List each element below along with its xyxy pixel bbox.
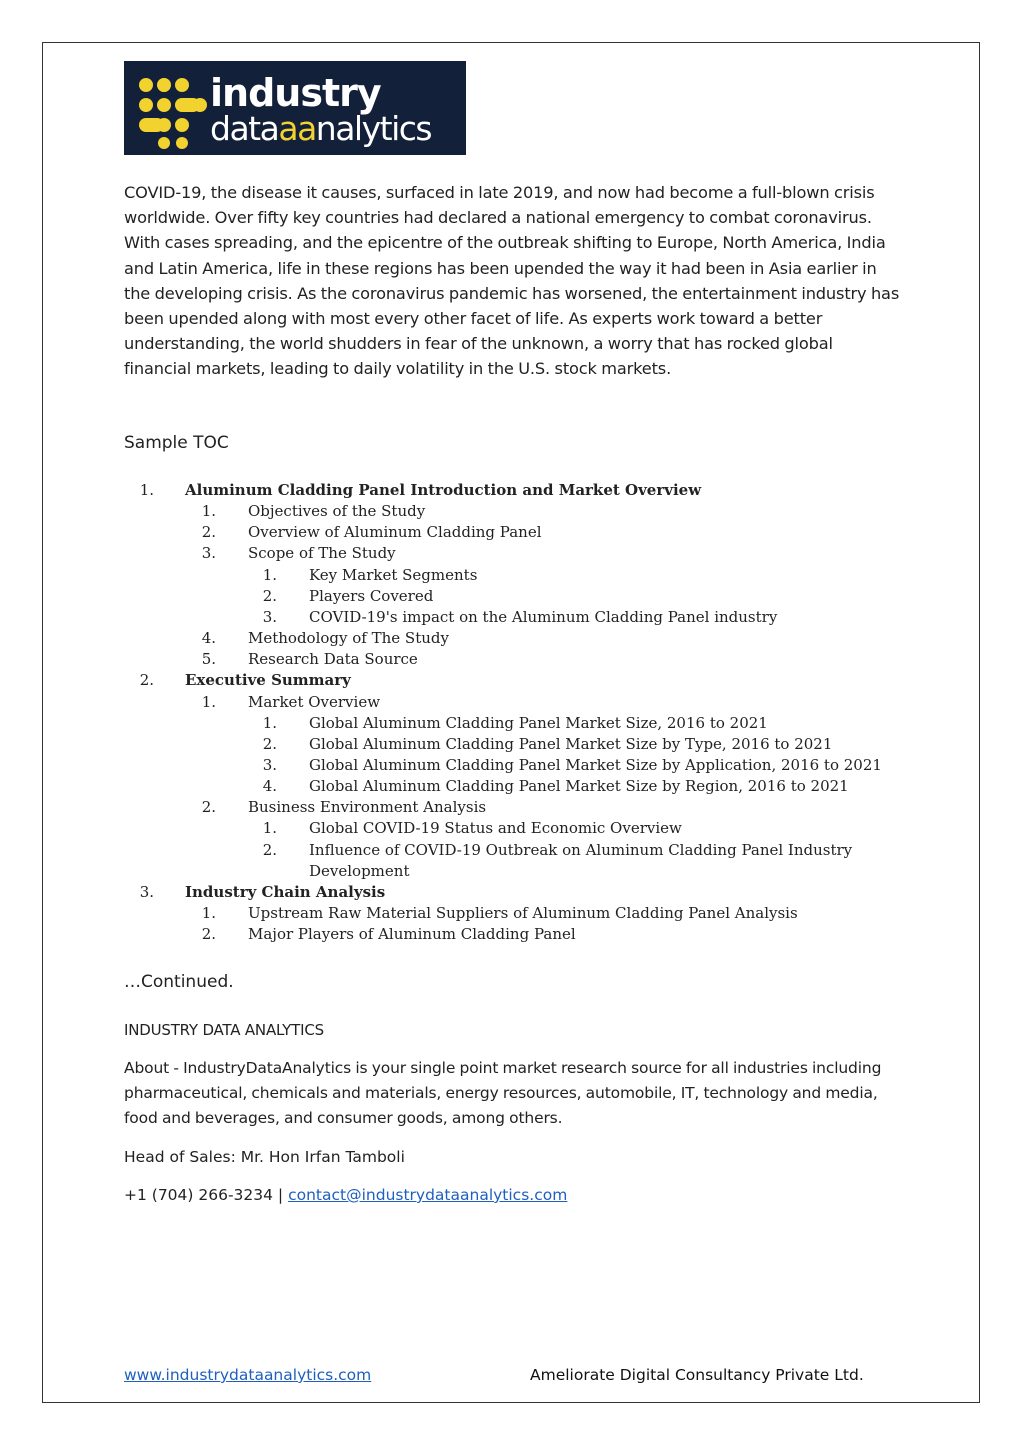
toc-item-number: 4. [201, 629, 216, 648]
toc-item-number: 1. [139, 481, 154, 499]
toc-item-label: COVID-19's impact on the Aluminum Cladding Panel industry [309, 607, 778, 626]
company-logo [124, 61, 466, 155]
toc-item-number: 2. [201, 925, 216, 944]
toc-item-number: 3. [262, 607, 277, 626]
head-of-sales: Head of Sales: Mr. Hon Irfan Tamboli [124, 1148, 405, 1166]
toc-heading: Sample TOC [124, 433, 229, 453]
logo-word-dataanalytics: dataaanalytics [210, 109, 432, 148]
toc-item-label: Global Aluminum Cladding Panel Market Size by Region, 2016 to 2021 [309, 777, 849, 796]
toc-item-label: Major Players of Aluminum Cladding Panel [248, 925, 576, 944]
toc-item-label: Influence of COVID-19 Outbreak on Aluminum Cladding Panel Industry [309, 840, 853, 859]
toc-item-label: Business Environment Analysis [248, 798, 487, 817]
toc-item-label: Aluminum Cladding Panel Introduction and Market Overview [185, 481, 702, 499]
toc-item-number: 1. [262, 819, 277, 838]
toc-item-number: 1. [262, 565, 277, 584]
toc-item-number: 2. [201, 523, 216, 542]
toc-item-label: Players Covered [309, 586, 434, 605]
toc-item-label: Industry Chain Analysis [185, 882, 386, 901]
toc-item-number: 3. [139, 882, 154, 901]
about-paragraph: About - IndustryDataAnalytics is your single point market research source for all industries including pharmaceutical, chemicals and materials, energy resources, automobile, IT, technology and media, food and beverages, and consumer goods, among others. [124, 1059, 882, 1127]
company-heading: INDUSTRY DATA ANALYTICS [124, 1021, 324, 1039]
continued-text: …Continued. [124, 972, 234, 992]
toc-item-number: 2. [139, 671, 154, 690]
footer-company-name: Ameliorate Digital Consultancy Private Ltd. [530, 1366, 864, 1384]
toc-item-label: Overview of Aluminum Cladding Panel [248, 523, 542, 542]
toc-item-number: 2. [201, 798, 216, 817]
toc-item-label: Market Overview [248, 692, 381, 711]
toc-item-number: 2. [262, 586, 277, 605]
toc-item-number: 1. [201, 502, 216, 521]
toc-item-label: Objectives of the Study [248, 502, 426, 521]
toc-item-label: Global Aluminum Cladding Panel Market Size by Type, 2016 to 2021 [309, 734, 833, 753]
intro-paragraph: COVID-19, the disease it causes, surfaced in late 2019, and now had become a full-blown crisis worldwide. Over fifty key countries had declared a national emergency to combat coronavirus. With cases spreading, and the epicentre of the outbreak shifting to Europe, North America, India and Latin America, life in these regions has been upended the way it had been in Asia earlier in the developing crisis. As the coronavirus pandemic has worsened, the entertainment industry has been upended along with most every other facet of life. As experts work toward a better understanding, the world shudders in fear of the unknown, a worry that has rocked global financial markets, leading to daily volatility in the U.S. stock markets. [124, 183, 900, 379]
toc-item-number: 1. [262, 713, 277, 732]
toc-item-label: Global Aluminum Cladding Panel Market Size by Application, 2016 to 2021 [309, 755, 882, 774]
toc-item-number: 5. [201, 650, 216, 669]
toc-item-number: 2. [262, 840, 277, 859]
email-link[interactable]: contact@industrydataanalytics.com [288, 1186, 568, 1204]
toc-item-label: Upstream Raw Material Suppliers of Aluminum Cladding Panel Analysis [248, 904, 798, 922]
toc-item-label: Executive Summary [185, 671, 351, 690]
toc-item-number: 4. [262, 777, 277, 796]
toc-item-number: 1. [201, 692, 216, 711]
logo-word-industry: industry [210, 71, 381, 115]
toc-item-label: Global Aluminum Cladding Panel Market Size, 2016 to 2021 [309, 713, 768, 732]
toc-item-label: Development [309, 861, 410, 880]
phone-number: +1 (704) 266-3234 | [124, 1186, 289, 1204]
toc-item-label: Research Data Source [248, 650, 418, 669]
toc-item-label: Scope of The Study [248, 544, 396, 563]
toc-item-number: 1. [201, 904, 216, 922]
toc-item-label: Key Market Segments [309, 565, 478, 584]
toc-item-number: 3. [262, 755, 277, 774]
toc-item-label: Global COVID-19 Status and Economic Overview [309, 819, 682, 838]
toc-item-number: 3. [201, 544, 216, 563]
contact-line [124, 1184, 567, 1206]
footer-website-link[interactable]: www.industrydataanalytics.com [124, 1366, 372, 1384]
toc-item-label: Methodology of The Study [248, 629, 449, 648]
toc-item-number: 2. [262, 734, 277, 753]
